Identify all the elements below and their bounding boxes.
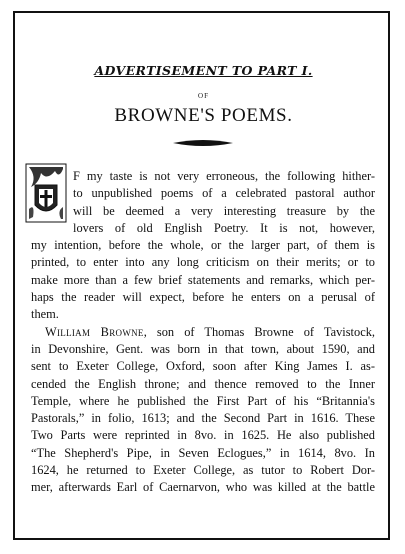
page-title: BROWNE'S POEMS. xyxy=(114,105,293,126)
body-text xyxy=(31,168,375,497)
text-line: lovers of old English Poetry. It is not, however, xyxy=(73,220,375,235)
text-line: them. xyxy=(31,307,59,322)
text-line: mer, afterwards Earl of Caernarvon, who was killed at the battle xyxy=(31,480,375,495)
text-line: cended the English throne; and thence removed to the Inner xyxy=(31,376,375,391)
text-line: F my taste is not very erroneous, the following hither- xyxy=(73,169,375,183)
text-line: will be deemed a very interesting treasure by the xyxy=(73,203,375,218)
text-line: my intention, before the whole, or the larger part, of them is xyxy=(31,238,375,253)
advertisement-heading: ADVERTISEMENT TO PART I. xyxy=(94,63,313,78)
page-border xyxy=(13,11,390,540)
text-line: 1624, he returned to Exeter College, as tutor to Robert Dor- xyxy=(31,463,375,478)
ornament-rule-icon xyxy=(171,138,235,148)
text-fragment: , son of Thomas Browne of Tavistock, xyxy=(143,324,375,339)
text-line: in Devonshire, Gent. was born in that town, about 1590, and xyxy=(31,341,375,356)
text-line: printed, to enter into any long criticism on their merits; or to xyxy=(31,255,375,270)
text-line: Two Parts were reprinted in 8vo. in 1625. He also published xyxy=(31,428,375,443)
text-line xyxy=(31,324,375,341)
text-line: haps the reader will expect, before he enters on a perusal of xyxy=(31,290,375,305)
author-name: William Browne xyxy=(45,324,144,339)
text-line: sent to Exeter College, Oxford, soon after King James I. as- xyxy=(31,359,375,374)
text-line: Temple, where he published the First Part of his “Britannia's xyxy=(31,393,375,408)
text-line: “The Shepherd's Pipe, in Seven Eclogues,” in 1614, 8vo. In xyxy=(31,445,375,460)
text-line: to unpublished poems of a celebrated pastoral author xyxy=(73,186,375,201)
heading-of: OF xyxy=(198,92,209,100)
text-line: make more than a few brief statements and remarks, which per- xyxy=(31,272,375,287)
text-line: Pastorals,” in folio, 1613; and the Second Part in 1616. These xyxy=(31,411,375,426)
